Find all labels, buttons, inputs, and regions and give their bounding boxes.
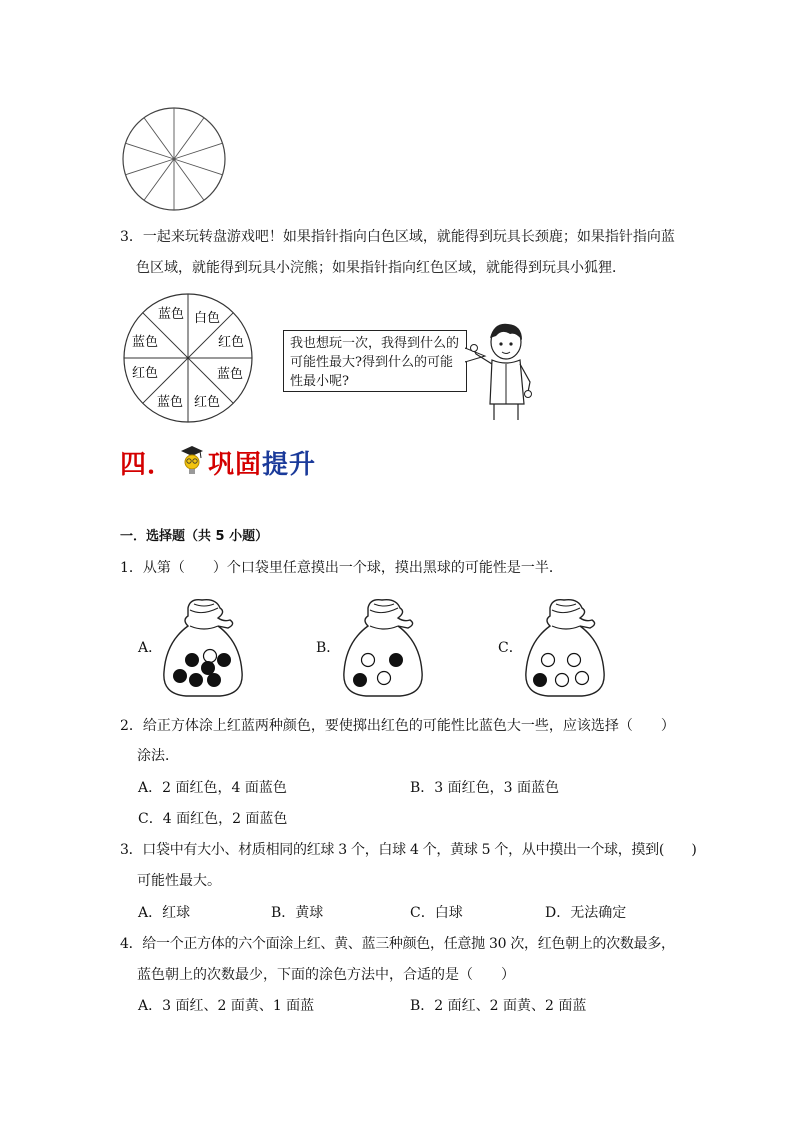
sector-label: 蓝色	[131, 335, 159, 350]
section-word-1: 巩固	[208, 449, 263, 480]
question-1-stem: 1．从第（ ）个口袋里任意摸出一个球，摸出黑球的可能性是一半．	[120, 560, 563, 576]
option-c-label: C．	[498, 640, 523, 656]
section-word-2: 提升	[262, 449, 317, 480]
part-title: 一．选择题（共 5 小题）	[120, 529, 269, 544]
boy-illustration	[470, 320, 538, 424]
question-3-option-b: B．黄球	[271, 905, 324, 921]
section-heading	[120, 440, 316, 484]
top-spinner	[119, 106, 229, 212]
sector-label: 红色	[193, 395, 221, 410]
sector-label: 红色	[131, 366, 159, 381]
sector-label: 蓝色	[156, 395, 184, 410]
question-3-option-a: A．红球	[138, 905, 191, 921]
question-3-option-c: C．白球	[410, 905, 463, 921]
bag-b	[340, 598, 426, 698]
question-2-stem-cont: 涂法．	[137, 748, 179, 764]
sector-label: 蓝色	[216, 367, 244, 382]
question-2-option-c: C．4 面红色，2 面蓝色	[138, 811, 288, 827]
bag-c	[522, 598, 608, 698]
question-4-stem: 4．给一个正方体的六个面涂上红、黄、蓝三种颜色，任意抛 30 次，红色朝上的次数最多，	[120, 936, 675, 952]
question-3-option-d: D．无法确定	[545, 905, 627, 921]
sector-label: 蓝色	[157, 307, 185, 322]
question-3-intro-line1: 3．一起来玩转盘游戏吧！如果指针指向白色区域，就能得到玩具长颈鹿；如果指针指向蓝	[120, 229, 675, 245]
labeled-spinner	[118, 292, 258, 424]
question-3-stem: 3．口袋中有大小、材质相同的红球 3 个，白球 4 个，黄球 5 个，从中摸出一个球，摸到( )	[120, 842, 697, 858]
section-number: 四．	[120, 449, 175, 480]
sector-label: 红色	[217, 335, 245, 350]
question-3-intro	[120, 222, 680, 284]
option-b-label: B．	[316, 640, 341, 656]
bag-a	[160, 598, 246, 698]
question-4-option-b: B．2 面红、2 面黄、2 面蓝	[410, 998, 587, 1014]
question-4-option-a: A．3 面红、2 面黄、1 面蓝	[138, 998, 315, 1014]
question-2-stem: 2．给正方体涂上红蓝两种颜色，要使掷出红色的可能性比蓝色大一些，应该选择（ ）	[120, 718, 675, 734]
question-3-intro-line2: 色区域，就能得到玩具小浣熊；如果指针指向红色区域，就能得到玩具小狐狸．	[136, 260, 626, 276]
question-2-option-b: B．3 面红色，3 面蓝色	[410, 780, 560, 796]
question-2-option-a: A．2 面红色，4 面蓝色	[138, 780, 287, 796]
speech-bubble: 我也想玩一次，我得到什么的可能性最大?得到什么的可能性最小呢?	[283, 330, 467, 392]
question-3-stem-cont: 可能性最大。	[137, 873, 221, 889]
bulb-graduate-icon	[176, 445, 206, 479]
question-4-stem-cont: 蓝色朝上的次数最少，下面的涂色方法中，合适的是（ ）	[137, 967, 515, 983]
option-a-label: A．	[138, 640, 163, 656]
sector-label: 白色	[193, 311, 221, 326]
